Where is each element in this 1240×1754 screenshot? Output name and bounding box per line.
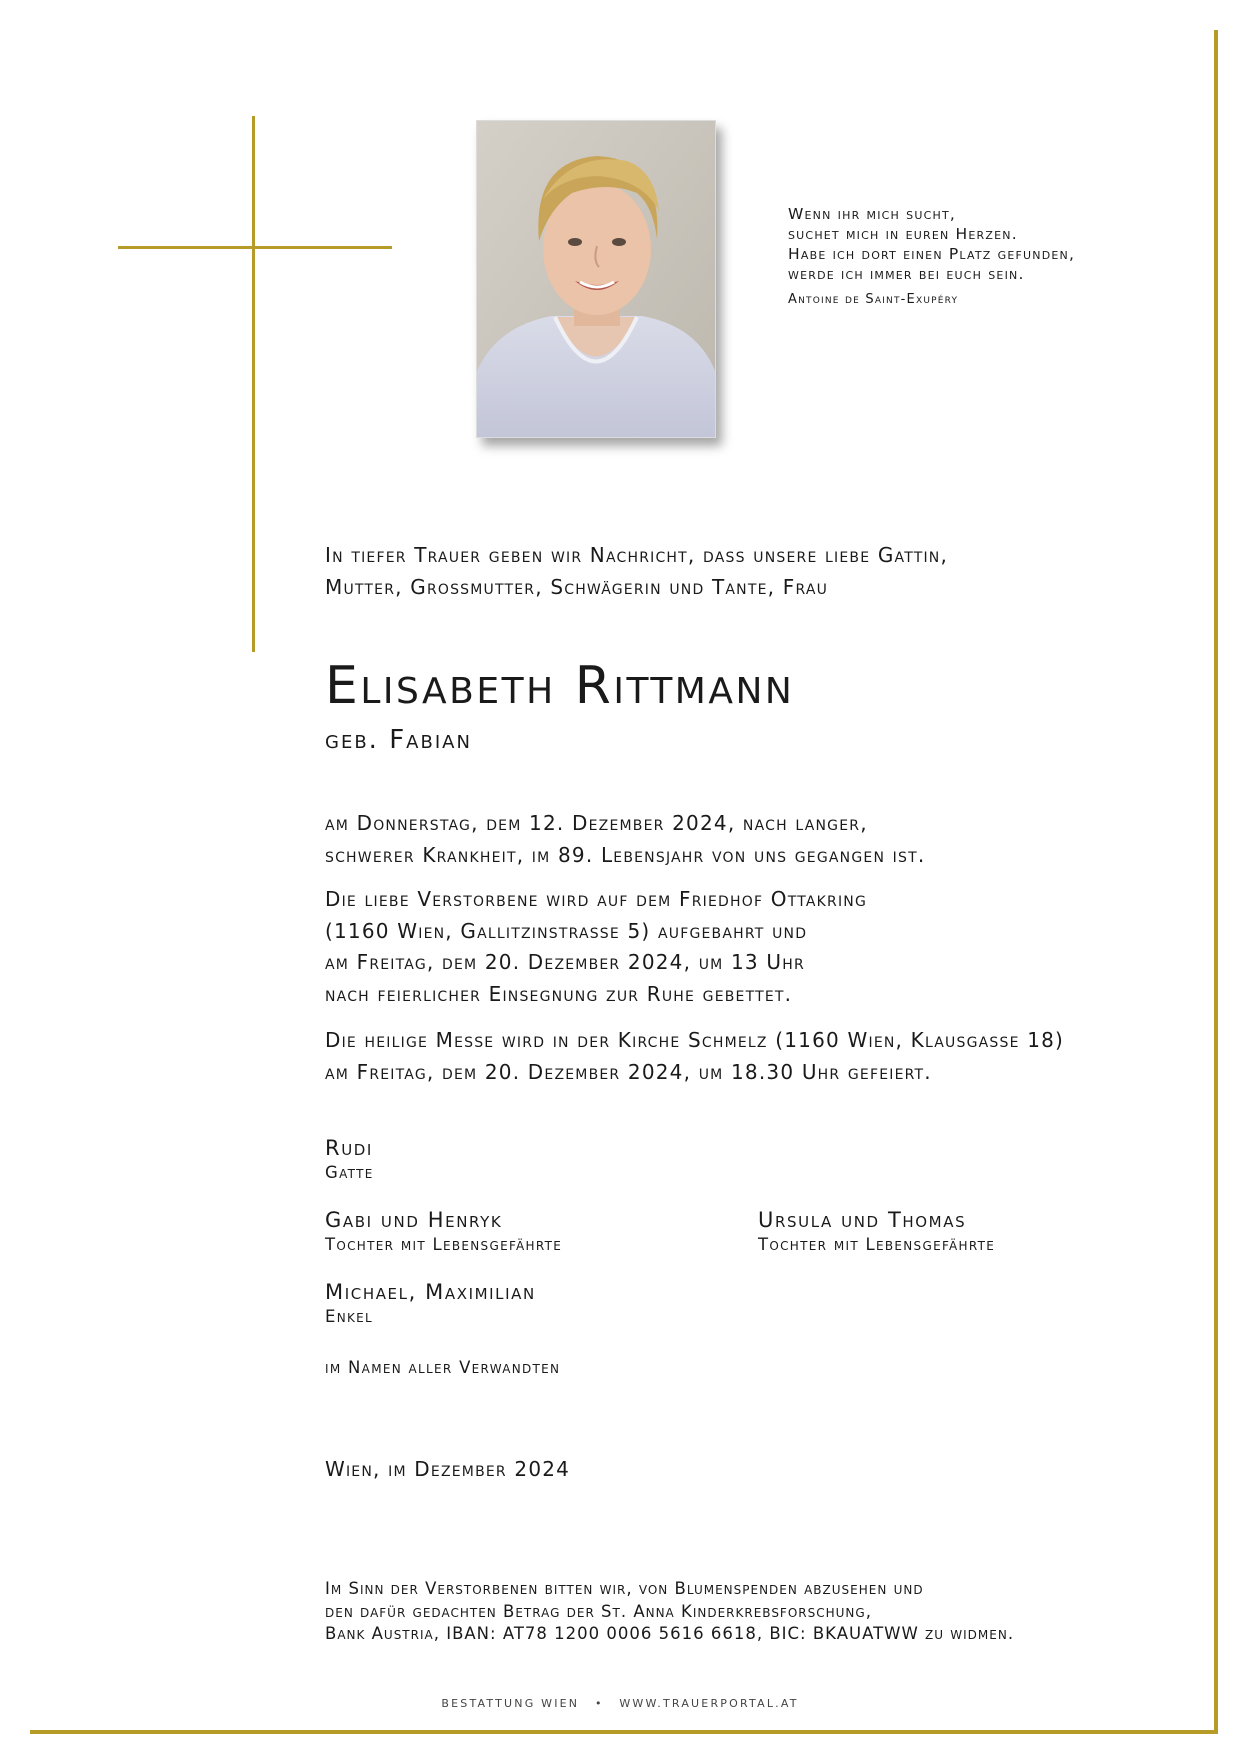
memorial-quote [788, 204, 1188, 310]
mass-line: Die heilige Messe wird in der Kirche Schmelz (1160 Wien, Klausgasse 18) [325, 1028, 1065, 1052]
funeral-line: nach feierlicher Einsegnung zur Ruhe gebettet. [325, 981, 793, 1006]
donation-line: Bank Austria, IBAN: AT78 1200 0006 5616 6618, BIC: BKAUATWW zu widmen. [325, 1624, 1015, 1643]
footer-company: BESTATTUNG WIEN [441, 1697, 580, 1710]
mourner-entry [758, 1206, 995, 1256]
frame-line-bottom [30, 1730, 1218, 1734]
quote-line: suchet mich in euren Herzen. [788, 225, 1018, 243]
mourner-name: Ursula und Thomas [758, 1208, 967, 1232]
announcement-intro [325, 540, 1185, 603]
portrait-illustration [477, 121, 715, 437]
mourner-name: Gabi und Henryk [325, 1208, 503, 1232]
cross-horizontal-bar [118, 246, 392, 249]
footer-separator: • [594, 1697, 604, 1710]
donation-request [325, 1578, 1205, 1646]
mass-line: am Freitag, dem 20. Dezember 2024, um 18.30 Uhr gefeiert. [325, 1059, 932, 1084]
quote-line: Habe ich dort einen Platz gefunden, [788, 245, 1076, 263]
mass-details [325, 1025, 1205, 1088]
relatives-note: im Namen aller Verwandten [325, 1358, 561, 1377]
donation-line: den dafür gedachten Betrag der St. Anna Kinderkrebsforschung, [325, 1601, 872, 1621]
intro-line: In tiefer Trauer geben wir Nachricht, dass unsere liebe Gattin, [325, 543, 949, 567]
donation-line: Im Sinn der Verstorbenen bitten wir, von Blumenspenden abzusehen und [325, 1579, 924, 1598]
death-line: am Donnerstag, dem 12. Dezember 2024, nach langer, [325, 811, 868, 835]
mourner-name: Michael, Maximilian [325, 1280, 536, 1304]
frame-line-right [1214, 30, 1218, 1734]
funeral-details [325, 884, 1205, 1010]
footer [0, 1697, 1240, 1710]
death-line: schwerer Krankheit, im 89. Lebensjahr von uns gegangen ist. [325, 842, 926, 867]
mourner-role: Enkel [325, 1307, 374, 1326]
mourner-entry [325, 1134, 374, 1184]
quote-line: Wenn ihr mich sucht, [788, 205, 956, 223]
mourner-entry [325, 1278, 536, 1328]
mourner-name: Rudi [325, 1136, 373, 1160]
funeral-line: (1160 Wien, Gallitzinstrasse 5) aufgebahrt und [325, 918, 808, 943]
mourner-role: Gatte [325, 1163, 374, 1182]
cross-vertical-bar [252, 116, 255, 652]
mourner-role: Tochter mit Lebensgefährte [325, 1235, 563, 1254]
quote-author: Antoine de Saint-Exupéry [788, 292, 959, 307]
portrait-photo [476, 120, 716, 438]
quote-line: werde ich immer bei euch sein. [788, 265, 1025, 283]
place-and-date: Wien, im Dezember 2024 [325, 1457, 571, 1481]
death-notice [325, 808, 1205, 871]
deceased-name: Elisabeth Rittmann [325, 656, 795, 716]
funeral-line: Die liebe Verstorbene wird auf dem Friedhof Ottakring [325, 887, 868, 911]
funeral-line: am Freitag, dem 20. Dezember 2024, um 13 Uhr [325, 950, 805, 974]
intro-line: Mutter, Grossmutter, Schwägerin und Tante, Frau [325, 574, 829, 599]
mourner-entry [325, 1206, 562, 1256]
deceased-birth-name: geb. Fabian [325, 725, 472, 755]
footer-website-link[interactable]: WWW.TRAUERPORTAL.AT [619, 1697, 799, 1710]
mourner-role: Tochter mit Lebensgefährte [758, 1235, 996, 1254]
